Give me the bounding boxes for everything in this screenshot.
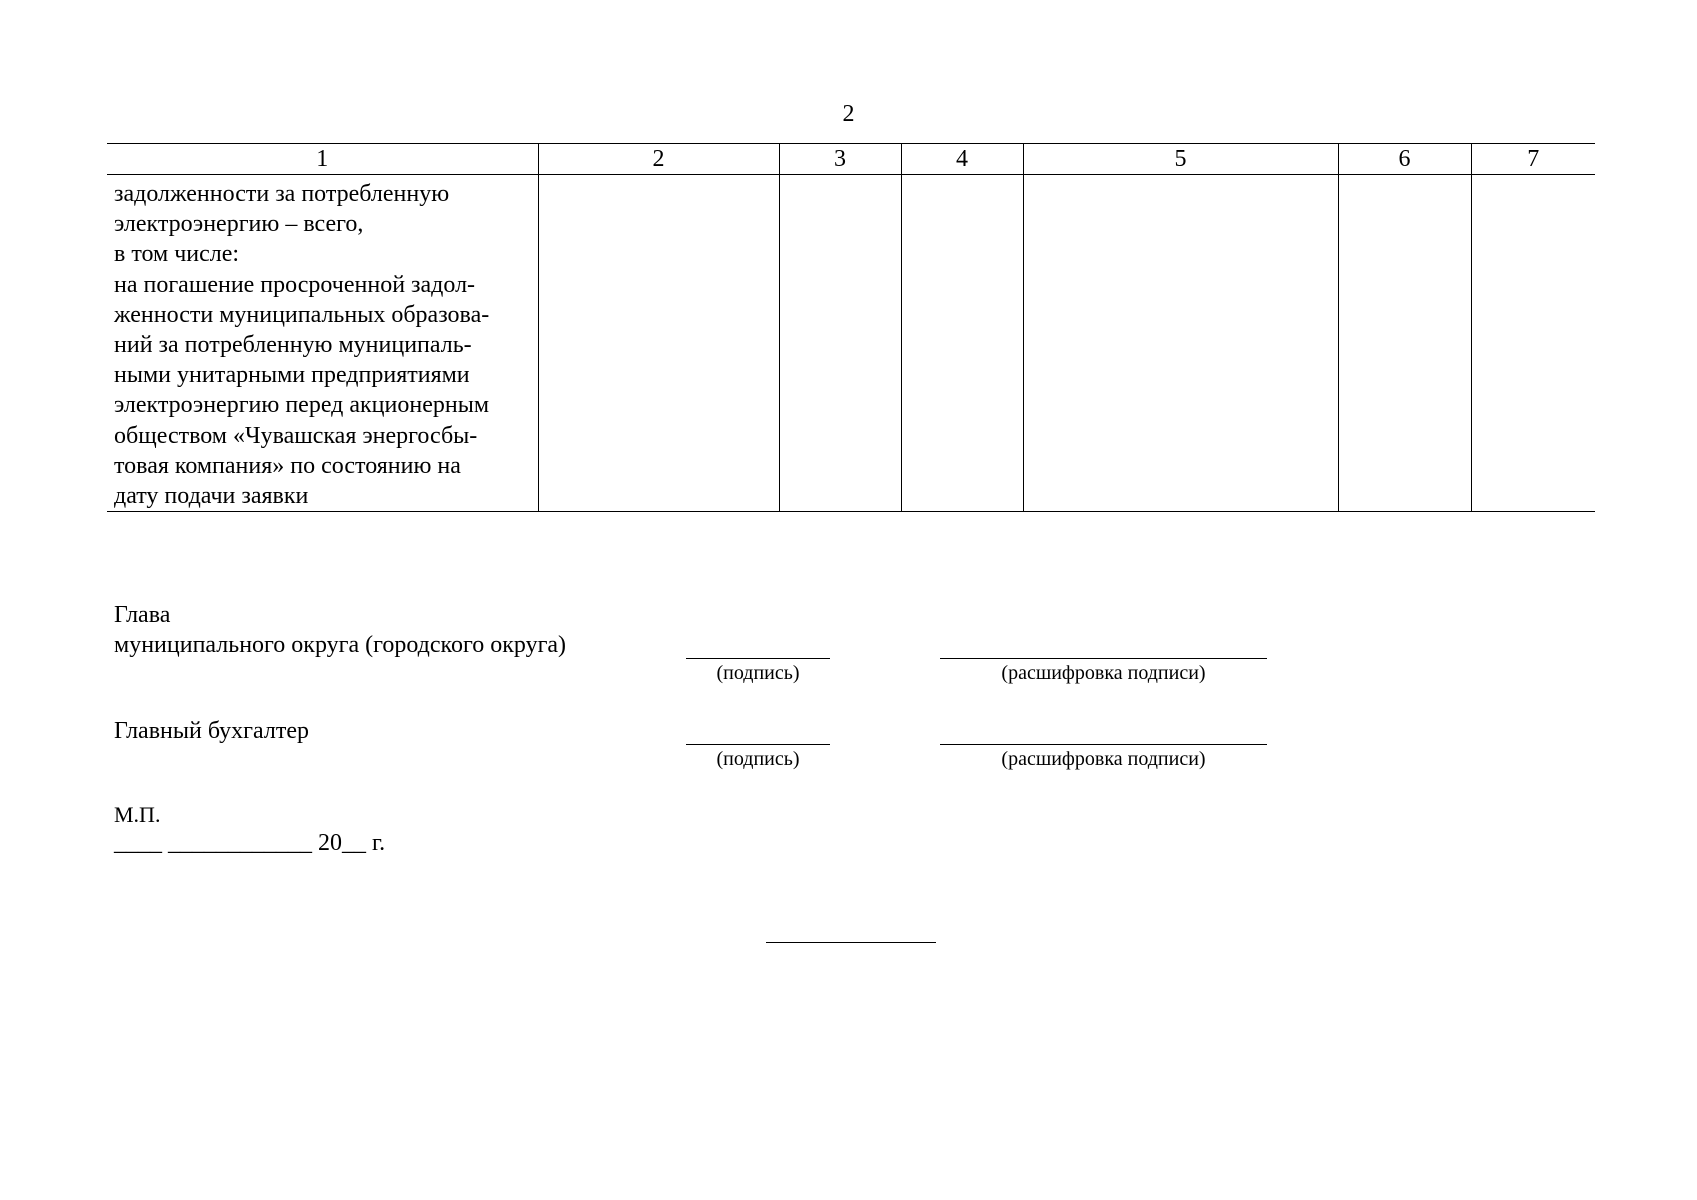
head-title-line1: Глава: [114, 602, 171, 628]
row-description: [107, 175, 538, 511]
table-cell-5: [1023, 175, 1338, 512]
row-description-cell: [107, 175, 538, 512]
column-header-6: 6: [1338, 144, 1471, 175]
table-cell-7: [1471, 175, 1595, 512]
accountant-signature-caption: (подпись): [716, 748, 800, 770]
column-header-7: 7: [1471, 144, 1595, 175]
form-table: [107, 143, 1595, 512]
head-title-line2: муниципального округа (городского округа): [114, 632, 567, 658]
table-cell-4: [901, 175, 1023, 512]
accountant-title: Главный бухгалтер: [114, 718, 309, 744]
page-number: 2: [842, 101, 855, 127]
column-header-4: 4: [901, 144, 1023, 175]
head-signature-line: [686, 658, 830, 659]
row-line: задолженности за потребленную: [114, 181, 450, 207]
accountant-signature-line: [686, 744, 830, 745]
table-row: [107, 175, 1595, 512]
accountant-decode-caption: (расшифровка подписи): [1001, 748, 1206, 770]
table-cell-2: [538, 175, 779, 512]
table-cell-3: [779, 175, 901, 512]
head-signature-caption: (подпись): [716, 662, 800, 684]
row-line: на погашение просроченной задол-: [114, 271, 476, 298]
end-divider: [766, 942, 936, 943]
column-header-3: 3: [779, 144, 901, 175]
column-header-2: 2: [538, 144, 779, 175]
row-line: женности муниципальных образова-: [114, 301, 490, 328]
head-decode-line: [940, 658, 1267, 659]
row-line: в том числе:: [114, 241, 240, 268]
row-line: обществом «Чувашская энергосбы-: [114, 422, 478, 449]
row-line: дату подачи заявки: [114, 483, 309, 510]
stamp-mark: М.П.: [114, 802, 161, 827]
row-line: товая компания» по состоянию на: [114, 452, 461, 479]
table-header-row: [107, 144, 1595, 175]
row-line: электроэнергию – всего,: [114, 211, 364, 238]
row-line: электроэнергию перед акционерным: [114, 392, 490, 419]
column-header-1: 1: [107, 144, 538, 175]
date-line: ____ ____________ 20__ г.: [114, 830, 386, 856]
head-decode-caption: (расшифровка подписи): [1001, 662, 1206, 684]
table-cell-6: [1338, 175, 1471, 512]
row-line: ными унитарными предприятиями: [114, 362, 470, 389]
accountant-decode-line: [940, 744, 1267, 745]
column-header-5: 5: [1023, 144, 1338, 175]
row-line: ний за потребленную муниципаль-: [114, 332, 472, 359]
